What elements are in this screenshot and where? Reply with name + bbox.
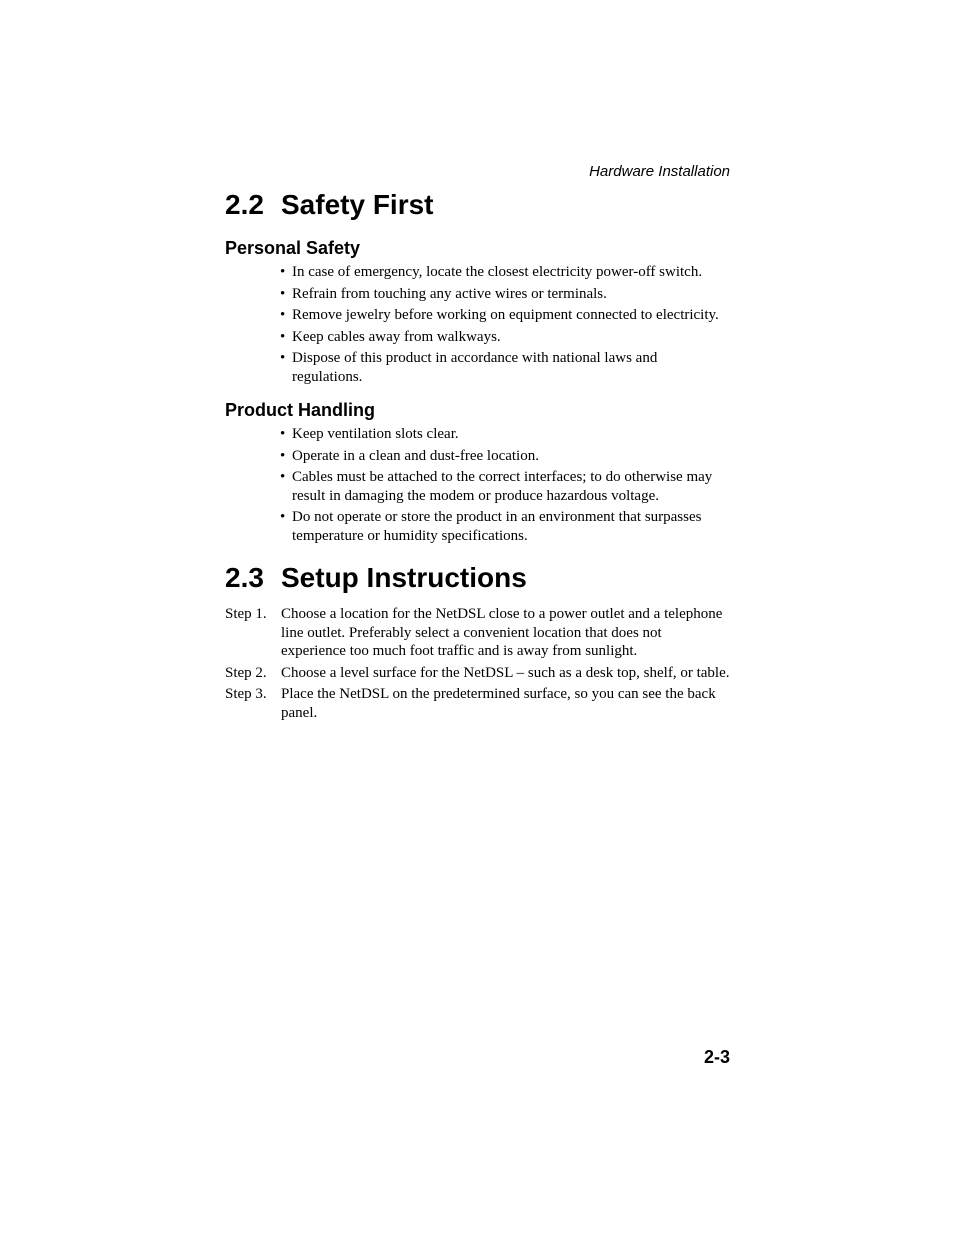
page-number: 2-3	[703, 1047, 730, 1067]
step-label: Step 1.	[225, 606, 267, 622]
product-handling-list	[225, 425, 730, 545]
bullet-icon: •	[280, 469, 286, 485]
step-item	[225, 664, 730, 683]
step-label: Step 2.	[225, 664, 267, 681]
bullet-icon: •	[280, 426, 286, 442]
personal-safety-list	[225, 263, 730, 386]
bullet-icon: •	[280, 509, 286, 525]
step-text: Choose a level surface for the NetDSL – such as a desk top, shelf, or table.	[281, 664, 730, 681]
bullet-icon: •	[280, 264, 286, 280]
list-item: • Keep ventilation slots clear.	[280, 426, 459, 442]
list-item: • Operate in a clean and dust-free location.	[280, 447, 539, 464]
bullet-icon: •	[280, 447, 286, 464]
section-title: Setup Instructions	[281, 562, 527, 593]
list-item: • Keep cables away from walkways.	[280, 328, 501, 345]
section-heading-2-3	[225, 559, 730, 597]
step-item	[225, 605, 730, 661]
subheading-personal-safety: Personal Safety	[225, 238, 361, 258]
bullet-icon: •	[280, 285, 286, 302]
section-number: 2.2	[225, 189, 264, 220]
list-item: • Refrain from touching any active wires or terminals.	[280, 285, 607, 302]
bullet-icon: •	[280, 350, 286, 366]
step-label: Step 3.	[225, 686, 267, 702]
running-head: Hardware Installation	[589, 163, 730, 180]
list-item: • Cables must be attached to the correct interfaces; to do otherwise may result in damaging the modem or produce hazardous voltage.	[280, 469, 713, 504]
bullet-icon: •	[280, 328, 286, 345]
setup-steps-list	[225, 605, 730, 722]
page-content	[225, 186, 730, 725]
step-item	[225, 685, 730, 722]
list-item: • Dispose of this product in accordance with national laws and regulations.	[280, 350, 658, 385]
bullet-icon: •	[280, 307, 286, 323]
section-heading-2-2	[225, 186, 730, 224]
list-item: • Do not operate or store the product in an environment that surpasses temperature or humidity specifications.	[280, 509, 702, 544]
section-title: Safety First	[281, 189, 434, 220]
section-number: 2.3	[225, 562, 264, 593]
step-text: Place the NetDSL on the predetermined surface, so you can see the back panel.	[281, 686, 716, 721]
list-item: • Remove jewelry before working on equipment connected to electricity.	[280, 307, 719, 323]
list-item: • In case of emergency, locate the closest electricity power-off switch.	[280, 264, 703, 280]
step-text: Choose a location for the NetDSL close to a power outlet and a telephone line outlet. Preferably select a convenient location that does not experience too much foot traffic and is away from sunlight.	[281, 606, 723, 659]
subheading-product-handling: Product Handling	[225, 400, 375, 420]
